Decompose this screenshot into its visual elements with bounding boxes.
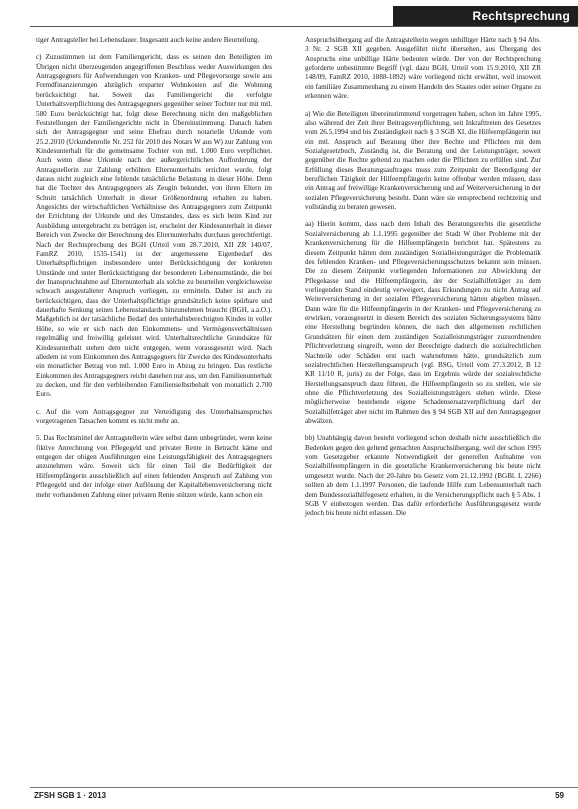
section-header [393, 6, 578, 26]
paragraph: c. Auf die vom Antragsgegner zur Verteidigung des Unterhaltsanspruches vorgetragenen Tatsachen kommt es nicht mehr an. [36, 407, 272, 426]
paragraph: c) Zuzustimmen ist dem Familiengericht, dass es seinen den Beteiligten im Übrigen nicht überzeugenden angegriffenen Beschluss weder Auswirkungen des Antragsgegners für Aufwendungen von Kranken- und Pflegevorsorge sowie aus Fremdfinanzierungen abzüglich ersparter Wohnkosten auf die Wohnung berücksichtigt hat. Soweit das Familiengericht die verfolgte Unterhaltsverpflichtung des Antragsgegners gegenüber seiner Tochter nur mit mtl. 580 Euro berücksichtigt hat, folgt diese Berechnung nicht den maßgeblichen Feststellungen der Familiengerichte nicht in Übereinstimmung. Danach haben sich der Antragsgegner und seine Ehefrau durch notarielle Urkunde vom 25.2.2010 (Urkundenrolle Nr. 252 für 2010 des Notars W aus W) zur Zahlung von Kindesunterhalt für die gemeinsame Tochter von mtl. 1.000 Euro verpflichtet. Auch wenn diese Urkunde nach der außergerichtlichen Aufforderung der Antragstellerin zur Zahlung erhöhten Elternunterhalts errichtet wurde, folgt daraus nicht zugleich eine fehlende tatsächliche Belastung in dieser Höhe. Denn hat die Tochter des Antragsgegners als Zeugin bekundet, von ihren Eltern im Schnitt tatsächlich Unterhalt in dieser Größenordnung erhalten zu haben. Angesichts der wirtschaftlichen Verhältnisse des Antragsgegners zum Zeitpunkt der Errichtung der Urkunde und des Umstandes, dass es sich beim Kind zur Ausbildung untergebracht zu beträgen ist, erscheint der Kindesunterhalt in dieser Bereich von Zwecke der Berechnung des Elternunterhalts durchaus gerechtfertigt. Nach der Rechtsprechung des BGH (Urteil vom 28.7.2010, XII ZR 140/07, FamRZ 2010, 1535-1541) ist der angemessene Eigenbedarf des Unterhaltspflichtigen insbesondere unter Berücksichtigung der konkreten Umstände und unter Berücksichtigung der besonderen Lebensumstände, die bei der Inanspruchnahme auf Elternunterhalt als solche zu beurteilen vergleichsweise schwach ausgestalteter Anspruch vorliegen, zu ermitteln. Daher ist auch zu berücksichtigen, dass der Unterhaltspflichtige grundsätzlich keine spürbare und dauerhafte Senkung seines Lebensstandards hinzunehmen braucht (BGH, a.a.O.). Maßgeblich ist der tatsächliche Bedarf des unterhaltsberechtigten Kindes in voller Höhe, so wie er sich nach den Einkommens- und Vermögensverhältnissen regelmäßig und freiwillig geleistet wird. Unterhaltsrechtliche Grundsätze für Kindesunterhalt stehen dem nicht entgegen, wenn vorausgesetzt wird. Nach alledem ist vom Einkommen des Antragsgegners für Zwecke des Kindesunterhalts ein monatlicher Betrag von mtl. 1.000 Euro in Abzug zu bringen. Das restliche Einkommen des Antragsgegners reicht daneben nur aus, um den Familienunterhalt zu decken, und für den verbleibenden Familienselbstbehalt von monatlich 2.700 Euro. [36, 53, 272, 399]
page-number: 59 [555, 791, 564, 800]
right-column [305, 36, 541, 527]
header-rule [30, 26, 578, 27]
journal-name: ZFSH SGB 1 · 2013 [34, 791, 107, 800]
left-column [36, 36, 272, 508]
footer-rule [30, 787, 578, 788]
paragraph: 5. Das Rechtsmittel der Antragstellerin wäre selbst dann unbegründet, wenn keine fiktive Anrechnung von Pflegegeld und privater Rente in Betracht käme und entgegen der obigen Ausführungen eine Leistungsfähigkeit des Antragsgegners anzunehmen wäre. Soweit sich für einen Teil die Bedürftigkeit der Hilfeempfängerin ausschließlich auf einen fehlenden Anspruch auf Zahlung von Pflegegeld und der infolge einer Auflösung der Kapitallebensversicherung nicht mehr vorhandenen Zahlung einer privaten Rente stützen würde, kann schon ein [36, 434, 272, 499]
paragraph: aa) Hierin kommt, dass nach dem Inhalt des Beratungsrechts die gesetzliche Sozialversicherung ab 1.1.1995 gegenüber der Stadt W über Probleme mit der Krankenversicherung für die Hilfeempfängerin berichtet hat. Spätestens zu diesem Zeitpunkt hätten dem zuständigen Sozialleistungsträger die Problematik des fehlenden Kranken- und Pflegeversicherungsschutzes bekannt sein müssen. Die zu diesem Zeitpunkt vorliegenden Informationen zur Abwicklung der Pflegekasse und die Hilfeempfängerin, der der Sozialhilfeträger zu dem vorliegenden Stand eindeutig verweigert, dass Erkundungen zu nicht Antrag auf Weiterversicherung in der sozialen Pflegeversicherung hätten abgeben müssen. Dann wäre für die Hilfeempfängerin in der Kranken- und Pflegeversicherung zu erwirken, vorausgesetzt in diesem Bereich des sozialen Sicherungssystems hätte eine Herstellung begründen können, die nach den allgemeinen rechtlichen Grundsätzen für einen dem zuständigen Sozialleistungsträger zuzuordnenden Pflichtverletzung eingreift, wenn der Berechtigte dadurch die sozialrechtlichen Nachteile oder Schäden erst nach wahrnehmen hätte, grundsätzlich zum sozialrechtlichen Herstellungsanspruch (vgl. BSG, Urteil vom 27.3.2012, B 12 KR 11/10 R, juris) zu der Folge, dass im Ergebnis würde der sozialrechtliche Herstellungsanspruch dazu führen, die Hilfeempfängerin so zu stellen, wie sie ohne die Pflichtverletzung des Sozialleistungsträgers stehen würde. Diese möglicherweise bestehende eigene Schadensersatzverpflichtung darf der Sozialhilfeträger aber nicht im Rahmen des § 94 SGB XII auf den Antragsgegner abwälzen. [305, 220, 541, 426]
paragraph: tiger Antragsteller bei Lebensdauer. Insgesamt auch keine andere Beurteilung. [36, 36, 260, 44]
paragraph: Anspruchsübergang auf die Antragstellerin wegen unbilliger Härte nach § 94 Abs. 3 Nr. 2 SGB XII gegeben. Ausgeführt nicht übersehen, aus Übergang des Anspruchs eine unbillige Härte bedeuten würde. Der von der Rechtsprechung geforderte unbestimmte Begriff (vgl. dazu BGH, Urteil vom 15.9.2010, XII ZR 148/09, FamRZ 2010, 1888-1892) wäre vorliegend nicht erwähnt, weil insoweit ein familiäre Zusammenhang zu einem Handeln des Staates oder seiner Organe zu erkennen wäre. [305, 36, 541, 101]
paragraph: a) Wie die Beteiligten übereinstimmend vorgetragen haben, schon im Jahre 1995, also während der Zeit ihrer Beitragsverpflichtung, seit Inkrafttreten des Gesetzes vom 26.5.1994 und bis Zuständigkeit nach § 3 SGB XI, die Hilfeempfängerin nur ein mtl. Anspruch auf Beratung über ihre Rechte und Pflichten mit dem Sozialgesetzbuch, Zuständig ist, die Beratung und der Leistungsträger, soweit gegenüber die Rechte geltend zu machen oder die Pflichten zu erfüllen sind. Zur Erfüllung dieses Beratungsauftrages muss zum Zeitpunkt der Beendigung der beruflichen Tätigkeit der Hilfeempfängerin keine offenbar werden müssen, dass ein Antrag auf freiwillige Krankenversicherung und auf Weiterversicherung in der sozialen Pflegeversicherung besteht. Dann wäre sie entsprechend rechtzeitig und vollständig zu beraten gewesen. [305, 109, 541, 212]
section-title: Rechtsprechung [472, 9, 570, 23]
paragraph: bb) Unabhängig davon besteht vorliegend schon deshalb nicht ausschließlich die Bedenken gegen den geltend gemachten Anspruchsübergang, weil der schon 1995 vom Gesetzgeber erkannte Notwendigkeit der generellen Aufnahme von Sozialhilfeempfängern in die gesetzliche Krankenversicherung bis heute nicht umgesetzt wurde. Nach der 20-Jahre bis Gesetz vom 21.12.1992 (BGBl. I, 2266) sollten ab dem 1.1.1997 Personen, die laufende Hilfe zum Lebensunterhalt nach dem Bundessozialhilfegesetz erhalten, in die Versicherungspflicht nach § 5 Abs. 1 SGB V einbezogen werden. Das dafür erforderliche Ausführungsgesetz wurde jedoch bis heute nicht erlassen. Die [305, 434, 541, 518]
